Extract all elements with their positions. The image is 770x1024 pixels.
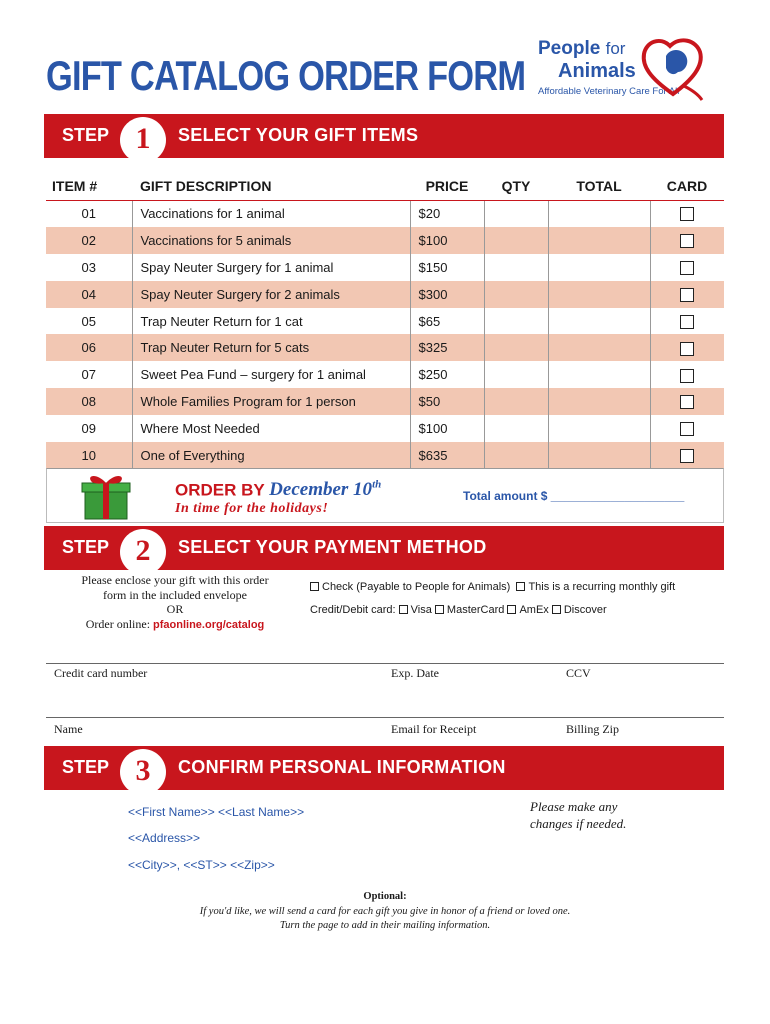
header-item: ITEM # [46,172,132,200]
step3-label: STEP [62,757,110,777]
card-checkbox[interactable] [680,395,694,409]
address-merge-field: <<Address>> [128,831,201,845]
step1-number: 1 [120,117,166,163]
table-row [46,334,724,361]
item-number: 01 [46,200,132,227]
item-description: Whole Families Program for 1 person [132,388,410,415]
item-price: $250 [410,361,484,388]
total-field[interactable] [548,281,650,308]
card-checkbox[interactable] [680,207,694,221]
item-number: 03 [46,254,132,281]
order-by-box [46,468,724,523]
order-by-date-suffix: th [372,479,382,491]
step3-title: CONFIRM PERSONAL INFORMATION [178,757,506,777]
name-merge-field: <<First Name>> <<Last Name>> [128,805,305,819]
gift-items-table [46,172,724,469]
item-description: Vaccinations for 5 animals [132,227,410,254]
qty-field[interactable] [484,334,548,361]
table-row [46,388,724,415]
item-description: Spay Neuter Surgery for 1 animal [132,254,410,281]
card-checkbox[interactable] [680,422,694,436]
exp-date-field[interactable]: Exp. Date [391,666,439,680]
online-order-link[interactable]: pfaonline.org/catalog [153,618,265,631]
item-number: 04 [46,281,132,308]
qty-field[interactable] [484,388,548,415]
optional-note: Optional: If you'd like, we will send a card for each gift you give in honor of a friend or loved one. Turn the page to add in their mailing information. [199,891,571,931]
item-number: 10 [46,442,132,469]
table-row [46,442,724,469]
item-description: Trap Neuter Return for 1 cat [132,308,410,335]
total-field[interactable] [548,442,650,469]
step2-title: SELECT YOUR PAYMENT METHOD [178,537,487,557]
heart-pets-icon [640,32,706,102]
step2-header [44,526,724,570]
total-field[interactable] [548,361,650,388]
form-title: GIFT CATALOG ORDER FORM [46,52,526,99]
table-row [46,308,724,335]
item-number: 06 [46,334,132,361]
order-by-label: ORDER BY [175,480,265,500]
table-row [46,415,724,442]
header-description: GIFT DESCRIPTION [132,172,410,200]
header-qty: QTY [484,172,548,200]
card-checkbox[interactable] [680,315,694,329]
discover-checkbox[interactable] [552,605,561,614]
changes-note: Please make any changes if needed. [530,799,627,831]
total-field[interactable] [548,415,650,442]
qty-field[interactable] [484,254,548,281]
qty-field[interactable] [484,281,548,308]
email-field[interactable]: Email for Receipt [391,722,477,736]
table-row [46,281,724,308]
divider [46,663,724,664]
check-checkbox[interactable] [310,582,319,591]
qty-field[interactable] [484,200,548,227]
table-row [46,227,724,254]
item-description: Trap Neuter Return for 5 cats [132,334,410,361]
item-price: $300 [410,281,484,308]
item-description: Spay Neuter Surgery for 2 animals [132,281,410,308]
total-field[interactable] [548,227,650,254]
qty-field[interactable] [484,415,548,442]
amex-checkbox[interactable] [507,605,516,614]
qty-field[interactable] [484,308,548,335]
total-amount-field[interactable]: Total amount $ ____________________ [463,489,685,503]
item-price: $100 [410,227,484,254]
step1-label: STEP [62,125,110,145]
logo-people-text: People [538,38,601,59]
total-field[interactable] [548,334,650,361]
item-number: 09 [46,415,132,442]
billing-zip-field[interactable]: Billing Zip [566,722,620,736]
check-label: Check (Payable to People for Animals) [322,581,511,593]
step3-header [44,746,724,790]
people-for-animals-logo [530,30,710,110]
total-field[interactable] [548,200,650,227]
step2-number: 2 [120,529,166,575]
item-price: $325 [410,334,484,361]
card-checkbox[interactable] [680,261,694,275]
table-row [46,200,724,227]
mastercard-checkbox[interactable] [435,605,444,614]
credit-card-number-field[interactable]: Credit card number [54,666,148,680]
item-price: $50 [410,388,484,415]
item-number: 08 [46,388,132,415]
item-number: 07 [46,361,132,388]
item-number: 02 [46,227,132,254]
order-by-date: December 10 [269,479,373,501]
item-price: $20 [410,200,484,227]
item-price: $65 [410,308,484,335]
enclose-instructions: Please enclose your gift with this order form in the included envelope OR Order online: pfaonline.org/catalog [81,573,269,631]
item-price: $635 [410,442,484,469]
city-merge-field: <<City>>, <<ST>> <<Zip>> [128,858,275,872]
step1-header [44,114,724,158]
recurring-label: This is a recurring monthly gift [528,581,676,593]
logo-tagline: Affordable Veterinary Care For All [538,86,680,97]
header-price: PRICE [410,172,484,200]
header-total: TOTAL [548,172,650,200]
item-price: $100 [410,415,484,442]
qty-field[interactable] [484,227,548,254]
item-number: 05 [46,308,132,335]
ccv-field[interactable]: CCV [566,666,591,680]
qty-field[interactable] [484,361,548,388]
step3-number: 3 [120,749,166,795]
card-type-label: Credit/Debit card: [310,604,396,616]
item-description: Sweet Pea Fund – surgery for 1 animal [132,361,410,388]
gift-box-icon [79,471,133,521]
item-description: Where Most Needed [132,415,410,442]
total-field[interactable] [548,308,650,335]
holiday-note: In time for the holidays! [175,501,329,516]
table-row [46,361,724,388]
card-checkbox[interactable] [680,342,694,356]
card-checkbox[interactable] [680,234,694,248]
step1-title: SELECT YOUR GIFT ITEMS [178,125,419,145]
card-checkbox[interactable] [680,288,694,302]
card-checkbox[interactable] [680,449,694,463]
header-card: CARD [650,172,724,200]
step2-label: STEP [62,537,110,557]
name-field[interactable]: Name [54,722,83,736]
item-price: $150 [410,254,484,281]
item-description: Vaccinations for 1 animal [132,200,410,227]
table-row [46,254,724,281]
logo-for-text: for [605,39,626,58]
qty-field[interactable] [484,442,548,469]
total-field[interactable] [548,388,650,415]
recurring-checkbox[interactable] [516,582,525,591]
logo-animals-text: Animals [558,60,636,82]
total-field[interactable] [548,254,650,281]
card-checkbox[interactable] [680,369,694,383]
item-description: One of Everything [132,442,410,469]
visa-checkbox[interactable] [399,605,408,614]
divider [46,717,724,718]
